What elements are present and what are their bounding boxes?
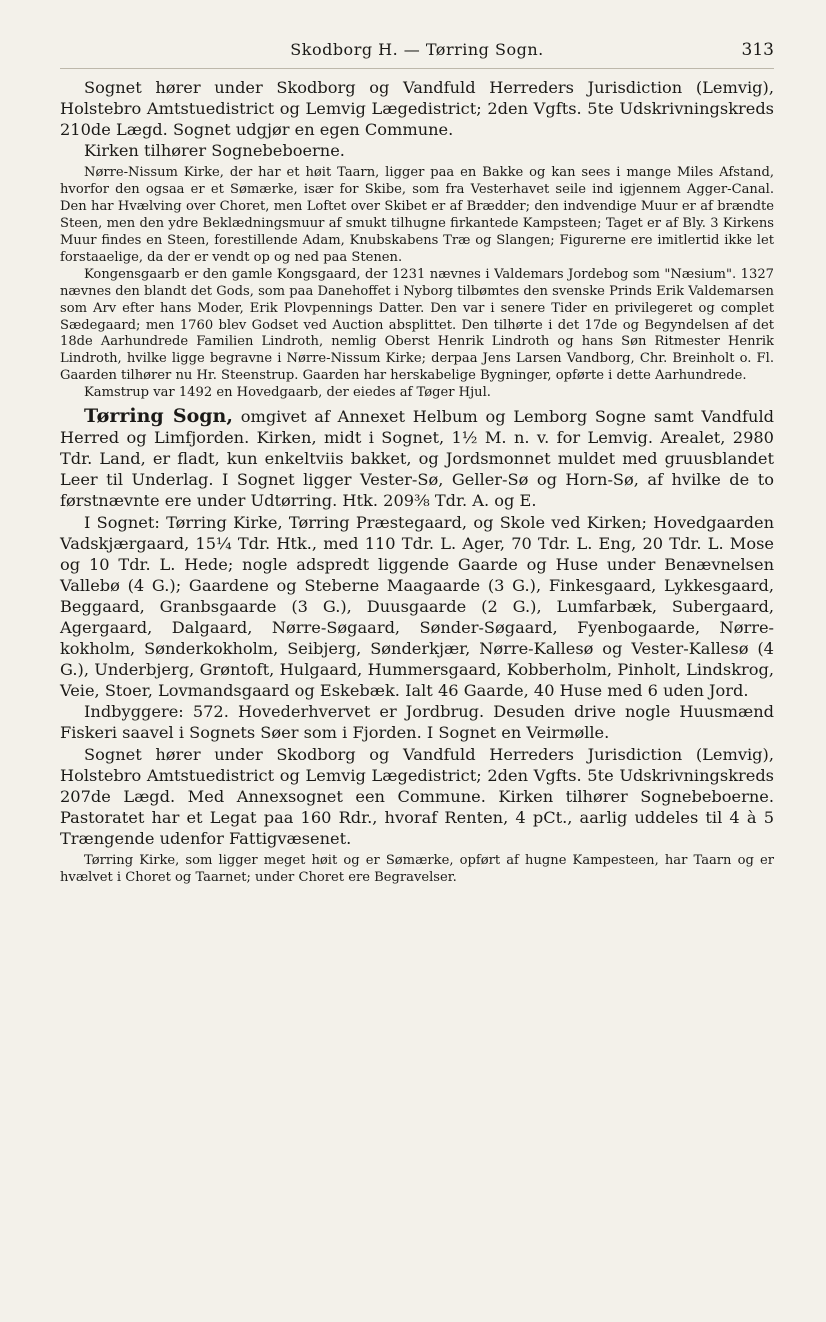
section-headword: Tørring Sogn,	[84, 405, 233, 428]
running-header	[60, 40, 774, 69]
paragraph-torring-population: Indbyggere: 572. Hovederhvervet er Jordbrug. Desuden drive nogle Huusmænd Fiskeri saavel i Sognets Søer som i Fjorden. I Sognet en Veirmølle.	[60, 702, 774, 743]
page-number: 313	[741, 40, 774, 60]
paragraph-torring-places: I Sognet: Tørring Kirke, Tørring Præstegaard, og Skole ved Kirken; Hovedgaarden Vadskjærgaard, 15¼ Tdr. Htk., med 110 Tdr. L. Ager, 70 Tdr. L. Eng, 20 Tdr. L. Mose og 10 Tdr. L. Hede; nogle adspredt liggende Gaarde og Huse under Benævnelsen Vallebø (4 G.); Gaardene og Steberne Maagaarde (3 G.), Finkesgaard, Lykkesgaard, Beggaard, Granbsgaarde (3 G.), Duusgaarde (2 G.), Lumfarbæk, Subergaard, Agergaard, Dalgaard, Nørre-Søgaard, Sønder-Søgaard, Fyenbogaarde, Nørre-kokholm, Sønderkokholm, Seibjerg, Sønderkjær, Nørre-Kallesø og Vester-Kallesø (4 G.), Underbjerg, Grøntoft, Hulgaard, Hummersgaard, Kobberholm, Pinholt, Lindskrog, Veie, Stoer, Lovmandsgaard og Eskebæk. Ialt 46 Gaarde, 40 Huse med 6 uden Jord.	[60, 512, 774, 701]
paragraph-torring-church: Tørring Kirke, som ligger meget høit og er Sømærke, opført af hugne Kampesteen, har Taarn og er hvælvet i Choret og Taarnet; under Choret ere Begravelser.	[60, 853, 774, 885]
paragraph-torring-jurisdiction: Sognet hører under Skodborg og Vandfuld Herreders Jurisdiction (Lemvig), Holstebro Amtstuedistrict og Lemvig Lægedistrict; 2den Vgfts. 5te Udskrivningskreds 207de Lægd. Med Annexsognet een Commune. Kirken tilhører Sognebeboerne. Pastoratet har et Legat paa 160 Rdr., hvoraf Renten, 4 pCt., aarlig uddeles til 4 à 5 Trængende udenfor Fattigvæsenet.	[60, 744, 774, 848]
paragraph-torring-intro	[60, 406, 774, 511]
paragraph-jurisdiction-nissum: Sognet hører under Skodborg og Vandfuld Herreders Jurisdiction (Lemvig), Holstebro Amtstuedistrict og Lemvig Lægedistrict; 2den Vgfts. 5te Udskrivningskreds 210de Lægd. Sognet udgjør en egen Commune.	[60, 78, 774, 140]
paragraph-church-owner-nissum: Kirken tilhører Sognebeboerne.	[84, 141, 345, 161]
paragraph-kamstrup: Kamstrup var 1492 en Hovedgaarb, der eiedes af Tøger Hjul.	[84, 385, 491, 401]
torring-intro-text: omgivet af Annexet Helbum og Lemborg Sogne samt Vandfuld Herred og Limfjorden. Kirken, midt i Sognet, 1½ M. n. v. for Lemvig. Arealet, 2980 Tdr. Land, er fladt, kun enkeltviis bakket, og Jordsmonnet muldet med gruusblandet Leer til Underlag. I Sognet ligger Vester-Sø, Geller-Sø og Horn-Sø, af hvilke de to førstnævnte ere under Udtørring. Htk. 209⅜ Tdr. A. og E.	[60, 407, 774, 511]
paragraph-nissum-church: Nørre-Nissum Kirke, der har et høit Taarn, ligger paa en Bakke og kan sees i mange Miles Afstand, hvorfor den ogsaa er et Sømærke, især for Skibe, som fra Vesterhavet seile ind igjennem Agger-Canal. Den har Hvælving over Choret, men Loftet over Skibet er af Brædder; den indvendige Muur er af brændte Steen, men den ydre Beklædningsmuur af smukt tilhugne firkantede Kampsteen; Taget er af Bly. 3 Kirkens Muur findes en Steen, forestillende Adam, Knubskabens Træ og Slangen; Figurerne ere imitlertid ikke let forstaaelige, da der er vendt op og ned paa Stenen.	[60, 165, 774, 265]
paragraph-kongensgaard: Kongensgaarb er den gamle Kongsgaard, der 1231 nævnes i Valdemars Jordebog som "Næsium". 1327 nævnes den blandt det Gods, som paa Danehoffet i Nyborg tilbømtes den svenske Prinds Erik Valdemarsen som Arv efter hans Moder, Erik Plovpennings Datter. Den var i senere Tider en privilegeret og complet Sædegaard; men 1760 blev Godset ved Auction absplittet. Den tilhørte i det 17de og Begyndelsen af det 18de Aarhundrede Familien Lindroth, nemlig Oberst Henrik Lindroth og hans Søn Ritmester Henrik Lindroth, hvilke ligge begravne i Nørre-Nissum Kirke; derpaa Jens Larsen Vandborg, Chr. Breinholt o. Fl. Gaarden tilhører nu Hr. Steenstrup. Gaarden har herskabelige Bygninger, opførte i dette Aarhundrede.	[60, 266, 774, 384]
running-title: Skodborg H. — Tørring Sogn.	[290, 40, 544, 59]
